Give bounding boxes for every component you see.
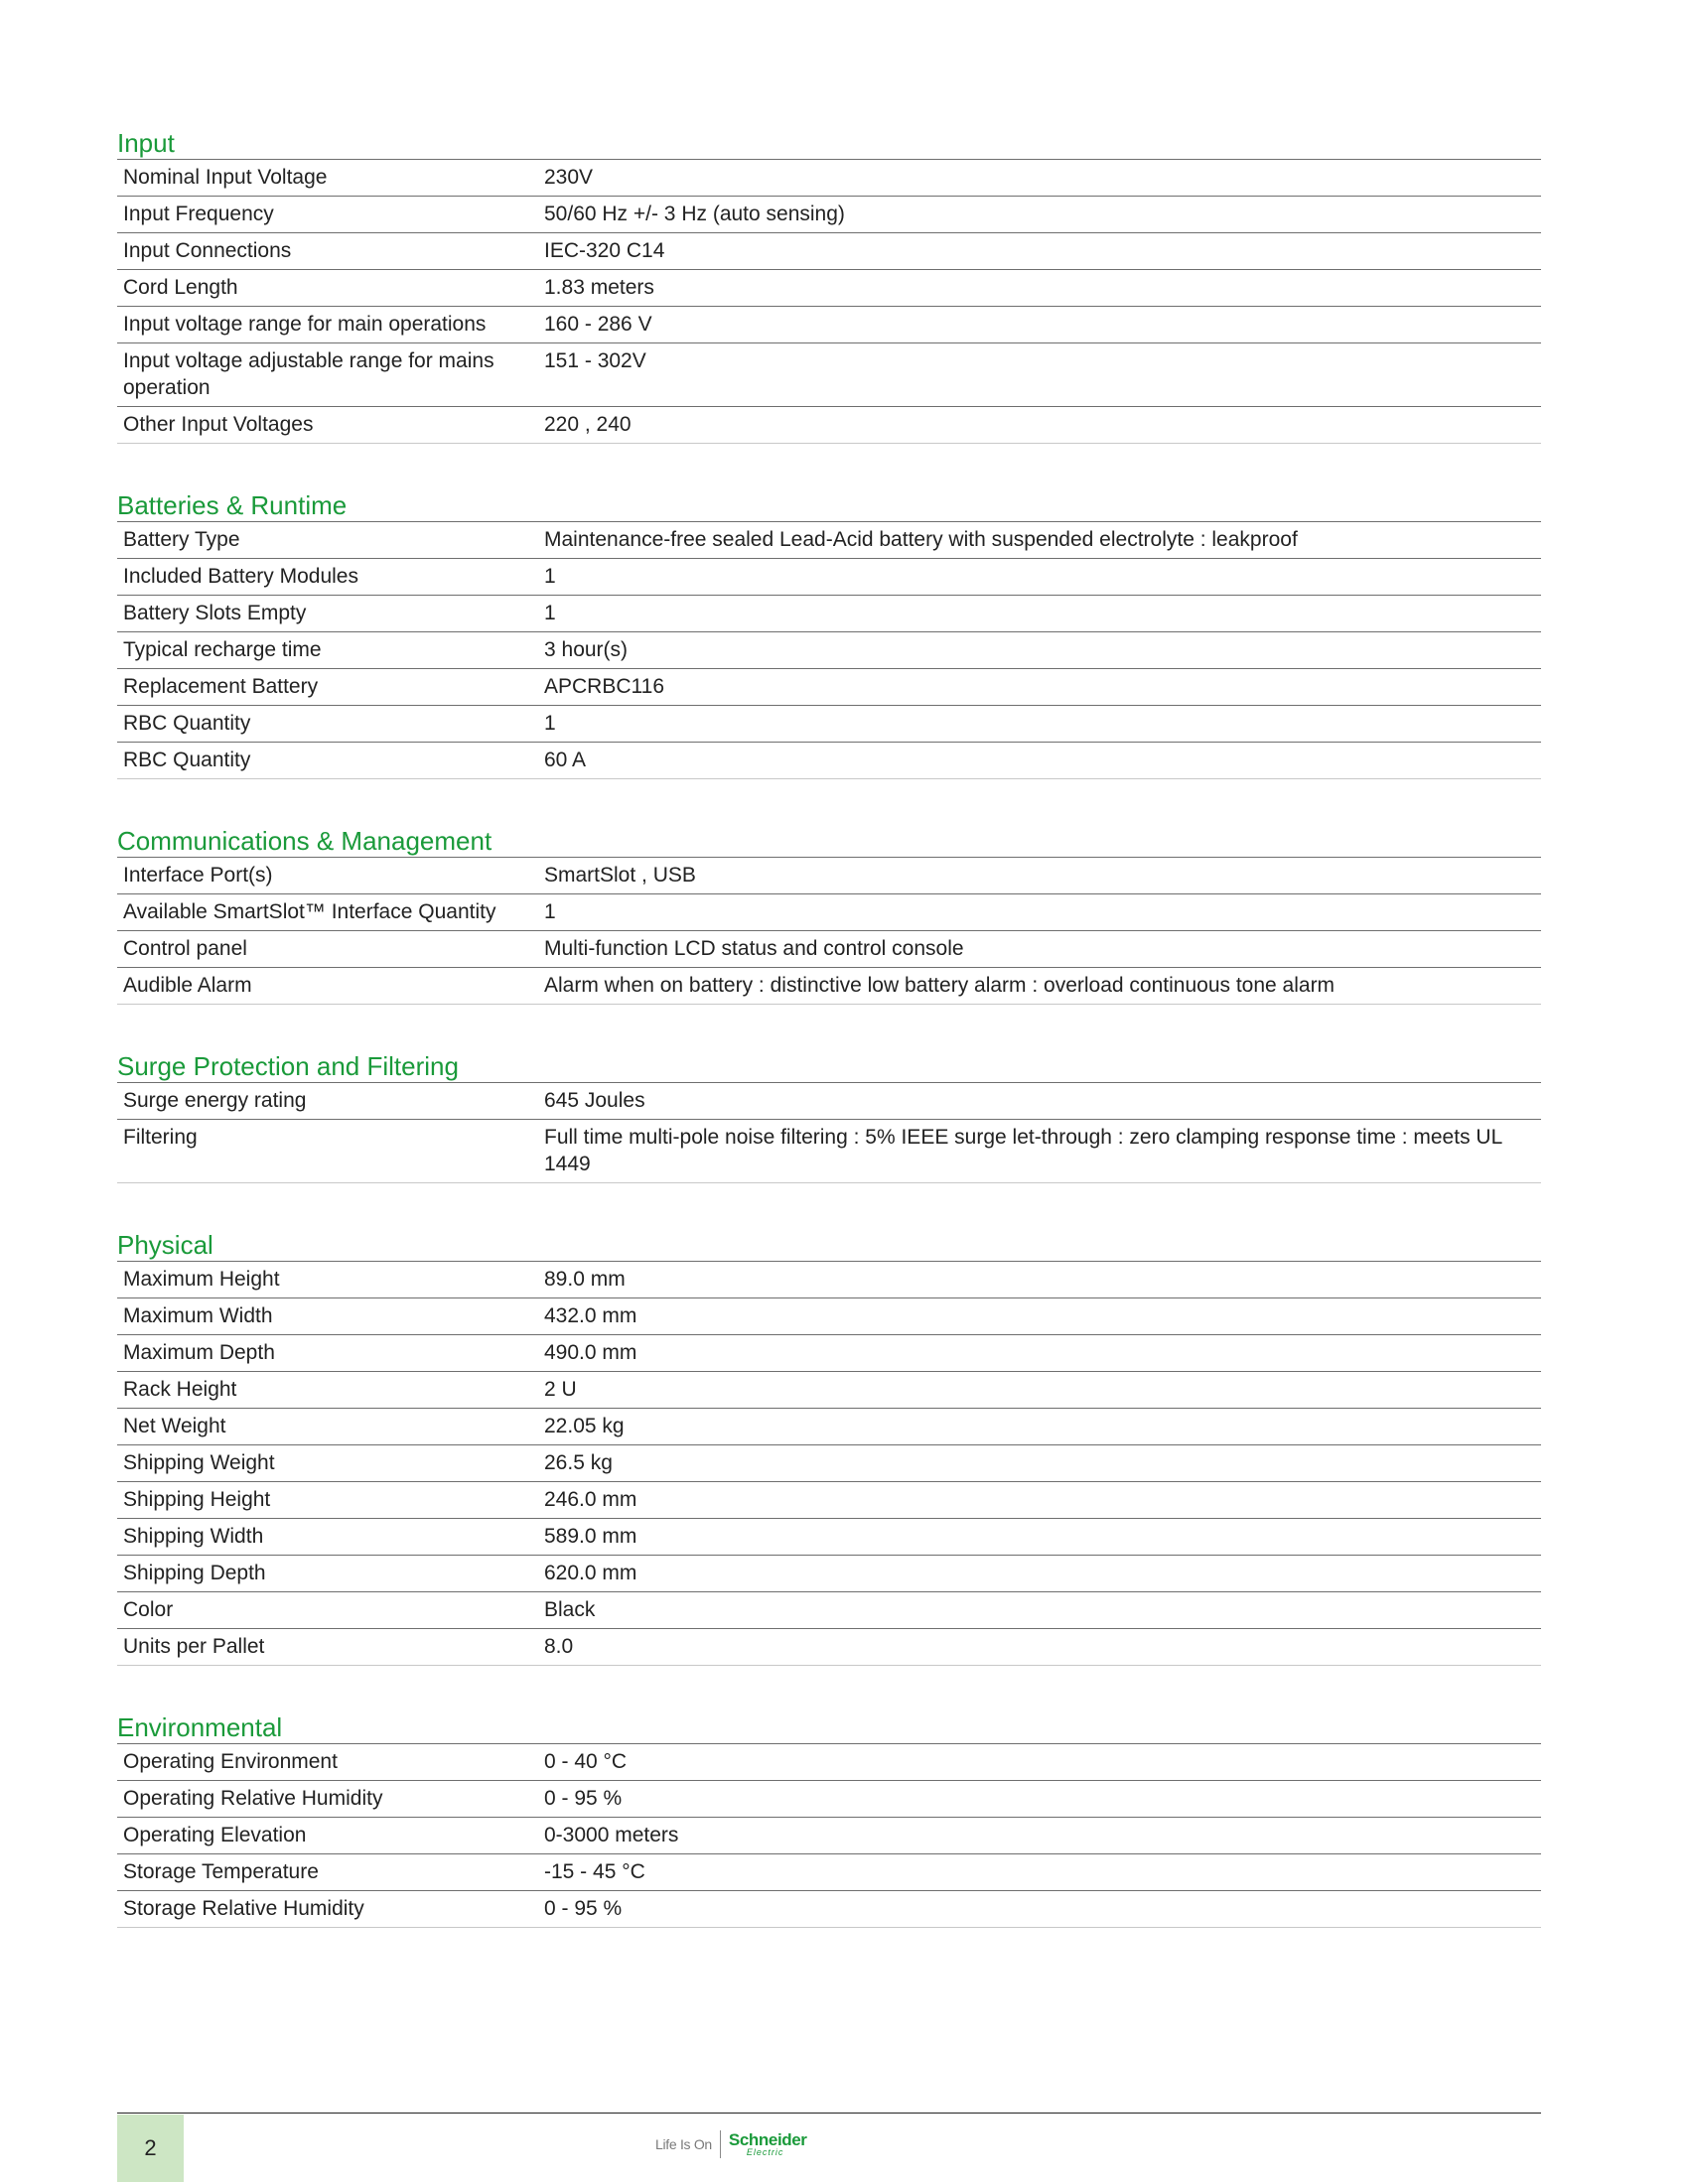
schneider-logo (729, 2131, 807, 2157)
section-title: Surge Protection and Filtering (117, 1050, 1541, 1083)
spec-value: 220 , 240 (544, 413, 632, 436)
spec-value: 50/60 Hz +/- 3 Hz (auto sensing) (544, 203, 845, 225)
spec-row (117, 522, 1541, 559)
spec-row (117, 1744, 1541, 1781)
spec-label: Storage Temperature (123, 1860, 319, 1883)
spec-section (117, 1050, 1541, 1183)
spec-section (117, 825, 1541, 1005)
spec-value: 0 - 95 % (544, 1787, 623, 1810)
spec-row (117, 343, 1541, 407)
spec-label: Operating Relative Humidity (123, 1787, 383, 1810)
spec-row (117, 743, 1541, 779)
spec-value: IEC-320 C14 (544, 239, 665, 262)
spec-value: 490.0 mm (544, 1341, 637, 1364)
spec-row (117, 407, 1541, 444)
spec-value: 645 Joules (544, 1089, 645, 1112)
spec-value: 1 (544, 712, 556, 735)
spec-label: Battery Type (123, 528, 240, 551)
spec-value: 8.0 (544, 1635, 574, 1658)
spec-value: 89.0 mm (544, 1268, 626, 1291)
spec-row (117, 858, 1541, 894)
spec-row (117, 596, 1541, 632)
spec-row (117, 1335, 1541, 1372)
spec-label: Cord Length (123, 276, 238, 299)
spec-label: Input Frequency (123, 203, 274, 225)
spec-row (117, 1519, 1541, 1556)
spec-value: 432.0 mm (544, 1304, 637, 1327)
spec-row (117, 931, 1541, 968)
spec-row (117, 706, 1541, 743)
spec-row (117, 1891, 1541, 1928)
spec-value: 1 (544, 602, 556, 624)
spec-value: 246.0 mm (544, 1488, 637, 1511)
spec-section (117, 127, 1541, 444)
spec-label: Net Weight (123, 1415, 226, 1437)
spec-label: Control panel (123, 937, 247, 960)
spec-label: Shipping Height (123, 1488, 271, 1511)
spec-row (117, 669, 1541, 706)
spec-row (117, 1409, 1541, 1445)
spec-row (117, 1781, 1541, 1818)
spec-row (117, 1083, 1541, 1120)
spec-value: APCRBC116 (544, 675, 664, 698)
spec-label: Maximum Depth (123, 1341, 275, 1364)
spec-label: Operating Environment (123, 1750, 338, 1773)
spec-value: 1 (544, 900, 556, 923)
spec-label: Input voltage range for main operations (123, 313, 487, 336)
spec-value: Black (544, 1598, 596, 1621)
spec-label: Available SmartSlot™ Interface Quantity (123, 900, 496, 923)
spec-value: Multi-function LCD status and control console (544, 937, 964, 960)
spec-row (117, 1556, 1541, 1592)
spec-row (117, 1372, 1541, 1409)
logo-subtext: Electric (746, 2147, 784, 2157)
spec-row (117, 1445, 1541, 1482)
spec-label: Other Input Voltages (123, 413, 314, 436)
spec-label: Shipping Width (123, 1525, 264, 1548)
spec-label: Storage Relative Humidity (123, 1897, 364, 1920)
spec-row (117, 559, 1541, 596)
spec-label: Typical recharge time (123, 638, 322, 661)
spec-label: Units per Pallet (123, 1635, 265, 1658)
spec-value: SmartSlot , USB (544, 864, 696, 887)
spec-row (117, 1482, 1541, 1519)
spec-value: 620.0 mm (544, 1562, 637, 1584)
spec-value: 160 - 286 V (544, 313, 652, 336)
spec-row (117, 1818, 1541, 1854)
spec-sheet (117, 127, 1541, 1974)
brand-separator (720, 2130, 721, 2158)
page-number-text: 2 (144, 2135, 157, 2160)
spec-label: Replacement Battery (123, 675, 319, 698)
spec-section (117, 1229, 1541, 1666)
spec-label: Surge energy rating (123, 1089, 307, 1112)
spec-value: 26.5 kg (544, 1451, 613, 1474)
spec-value: 60 A (544, 749, 587, 771)
spec-value: -15 - 45 °C (544, 1860, 645, 1883)
spec-value: 0 - 40 °C (544, 1750, 628, 1773)
spec-label: Maximum Height (123, 1268, 280, 1291)
spec-value: 1 (544, 565, 556, 588)
section-title: Physical (117, 1229, 1541, 1262)
spec-label: Input Connections (123, 239, 292, 262)
spec-value: 2 U (544, 1378, 577, 1401)
spec-row (117, 270, 1541, 307)
spec-value: Alarm when on battery : distinctive low battery alarm : overload continuous tone alarm (544, 974, 1336, 997)
spec-row (117, 160, 1541, 197)
page-number (117, 2115, 184, 2182)
logo-wordmark: Schneider (728, 2130, 807, 2149)
spec-value: Full time multi-pole noise filtering : 5% IEEE surge let-through : zero clamping response time : meets UL 1449 (544, 1126, 1502, 1175)
section-title: Batteries & Runtime (117, 489, 1541, 522)
spec-label: Shipping Depth (123, 1562, 266, 1584)
spec-value: Maintenance-free sealed Lead-Acid battery with suspended electrolyte : leakproof (544, 528, 1298, 551)
spec-value: 1.83 meters (544, 276, 654, 299)
footer-rule (117, 2113, 1541, 2114)
brand-logo (655, 2129, 807, 2159)
spec-row (117, 197, 1541, 233)
spec-row (117, 968, 1541, 1005)
spec-value: 230V (544, 166, 594, 189)
spec-label: Nominal Input Voltage (123, 166, 328, 189)
spec-row (117, 233, 1541, 270)
spec-row (117, 1629, 1541, 1666)
spec-label: Maximum Width (123, 1304, 273, 1327)
spec-label: Rack Height (123, 1378, 237, 1401)
spec-label: Shipping Weight (123, 1451, 275, 1474)
spec-value: 151 - 302V (544, 349, 646, 372)
section-title: Input (117, 127, 1541, 160)
spec-row (117, 307, 1541, 343)
spec-label: Included Battery Modules (123, 565, 358, 588)
spec-label: Operating Elevation (123, 1824, 307, 1846)
spec-value: 0 - 95 % (544, 1897, 623, 1920)
spec-row (117, 1262, 1541, 1298)
spec-value: 3 hour(s) (544, 638, 629, 661)
spec-label: Input voltage adjustable range for mains operation (123, 349, 494, 399)
spec-row (117, 632, 1541, 669)
spec-label: Color (123, 1598, 174, 1621)
spec-value: 589.0 mm (544, 1525, 637, 1548)
spec-row (117, 1854, 1541, 1891)
spec-row (117, 1120, 1541, 1183)
spec-label: RBC Quantity (123, 712, 251, 735)
spec-value: 22.05 kg (544, 1415, 625, 1437)
spec-row (117, 1592, 1541, 1629)
spec-label: Filtering (123, 1126, 198, 1149)
spec-section (117, 1711, 1541, 1928)
spec-row (117, 894, 1541, 931)
section-title: Communications & Management (117, 825, 1541, 858)
spec-label: Interface Port(s) (123, 864, 273, 887)
brand-tagline: Life Is On (655, 2136, 712, 2152)
spec-section (117, 489, 1541, 779)
spec-label: Battery Slots Empty (123, 602, 307, 624)
spec-label: RBC Quantity (123, 749, 251, 771)
spec-value: 0-3000 meters (544, 1824, 679, 1846)
spec-row (117, 1298, 1541, 1335)
spec-label: Audible Alarm (123, 974, 252, 997)
section-title: Environmental (117, 1711, 1541, 1744)
